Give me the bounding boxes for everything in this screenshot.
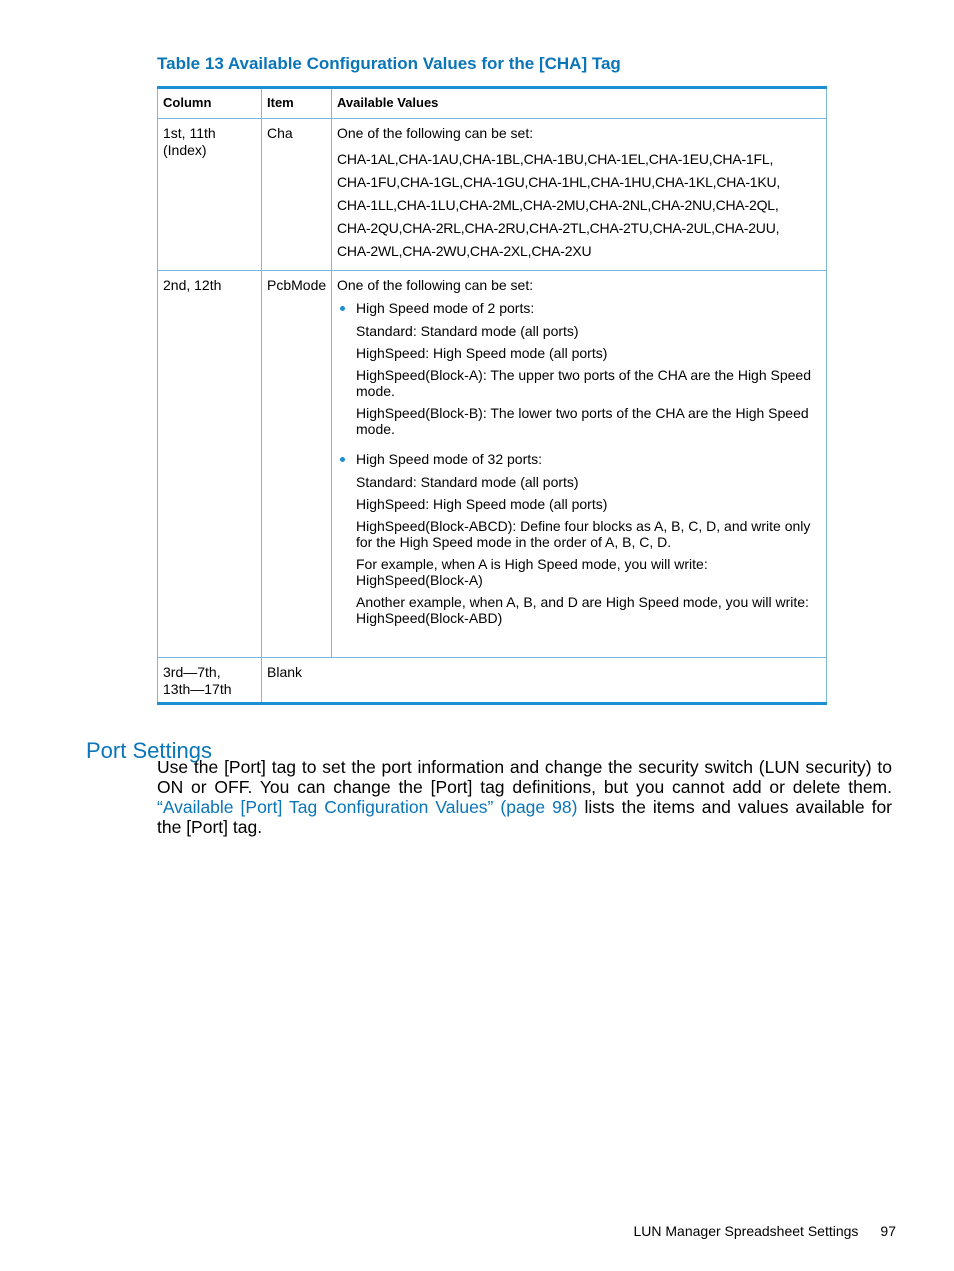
cell-column: 1st, 11th (Index): [158, 119, 262, 271]
cell-values: [332, 119, 827, 271]
cell-item: Blank: [262, 658, 827, 704]
values-intro: One of the following can be set:: [337, 125, 534, 141]
bullet-title: High Speed mode of 2 ports:: [356, 300, 535, 316]
cell-column: [158, 658, 262, 704]
paragraph-text: Use the [Port] tag to set the port information and change the security switch (LUN security) to ON or OFF. You can change the [Port] tag definitions, but you cannot add or delete them.: [157, 757, 892, 797]
table-caption: Table 13 Available Configuration Values for the [CHA] Tag: [157, 54, 621, 73]
paragraph-text: lists the items and values available for the [Port] tag.: [157, 797, 892, 837]
page-number: 97: [880, 1223, 896, 1239]
list-item: [337, 451, 821, 626]
cha-codes-line: CHA-2QU,CHA-2RL,CHA-2RU,CHA-2TL,CHA-2TU,CHA-2UL,CHA-2UU,: [337, 220, 780, 236]
cha-codes-line: CHA-2WL,CHA-2WU,CHA-2XL,CHA-2XU: [337, 243, 592, 259]
mode-line: HighSpeed(Block-ABCD): Define four blocks as A, B, C, D, and write only for the High Speed mode in the order of A, B, C, D.: [356, 518, 811, 550]
mode-line: For example, when A is High Speed mode, you will write: HighSpeed(Block-A): [356, 556, 708, 588]
cha-codes-line: CHA-1LL,CHA-1LU,CHA-2ML,CHA-2MU,CHA-2NL,CHA-2NU,CHA-2QL,: [337, 197, 779, 213]
cell-item: PcbMode: [262, 271, 332, 658]
cha-config-table: [157, 86, 827, 705]
cell-item: Cha: [262, 119, 332, 271]
bullet-icon: [340, 457, 345, 462]
table-row: [158, 271, 827, 658]
body-paragraph: [157, 757, 892, 837]
mode-line: HighSpeed: High Speed mode (all ports): [356, 496, 608, 512]
mode-line: Another example, when A, B, and D are High Speed mode, you will write: HighSpeed(Block-ABD): [356, 594, 809, 626]
cell-column-line: 13th—17th: [163, 681, 232, 697]
header-item: Item: [262, 88, 332, 119]
cha-codes-line: CHA-1FU,CHA-1GL,CHA-1GU,CHA-1HL,CHA-1HU,CHA-1KL,CHA-1KU,: [337, 174, 781, 190]
bullet-title: High Speed mode of 32 ports:: [356, 451, 543, 467]
section-heading: Port Settings: [86, 738, 212, 764]
cross-reference-link[interactable]: “Available [Port] Tag Configuration Values” (page 98): [157, 797, 578, 817]
mode-line: HighSpeed(Block-A): The upper two ports of the CHA are the High Speed mode.: [356, 367, 811, 399]
mode-list: [337, 300, 821, 626]
table-row: [158, 119, 827, 271]
header-column: Column: [158, 88, 262, 119]
footer-title: LUN Manager Spreadsheet Settings: [633, 1223, 859, 1239]
cell-column-line: 3rd—7th,: [163, 664, 221, 680]
mode-line: Standard: Standard mode (all ports): [356, 323, 579, 339]
values-intro: One of the following can be set:: [337, 277, 534, 293]
mode-line: HighSpeed: High Speed mode (all ports): [356, 345, 608, 361]
table-row: [158, 658, 827, 704]
cell-column: 2nd, 12th: [158, 271, 262, 658]
bullet-icon: [340, 306, 345, 311]
cha-codes-line: CHA-1AL,CHA-1AU,CHA-1BL,CHA-1BU,CHA-1EL,CHA-1EU,CHA-1FL,: [337, 151, 774, 167]
table-header-row: [158, 88, 827, 119]
list-item: [337, 300, 821, 437]
header-available-values: Available Values: [332, 88, 827, 119]
mode-line: HighSpeed(Block-B): The lower two ports of the CHA are the High Speed mode.: [356, 405, 809, 437]
page-footer: [634, 1223, 897, 1239]
cha-code-list: [337, 148, 821, 263]
cell-values: [332, 271, 827, 658]
mode-line: Standard: Standard mode (all ports): [356, 474, 579, 490]
